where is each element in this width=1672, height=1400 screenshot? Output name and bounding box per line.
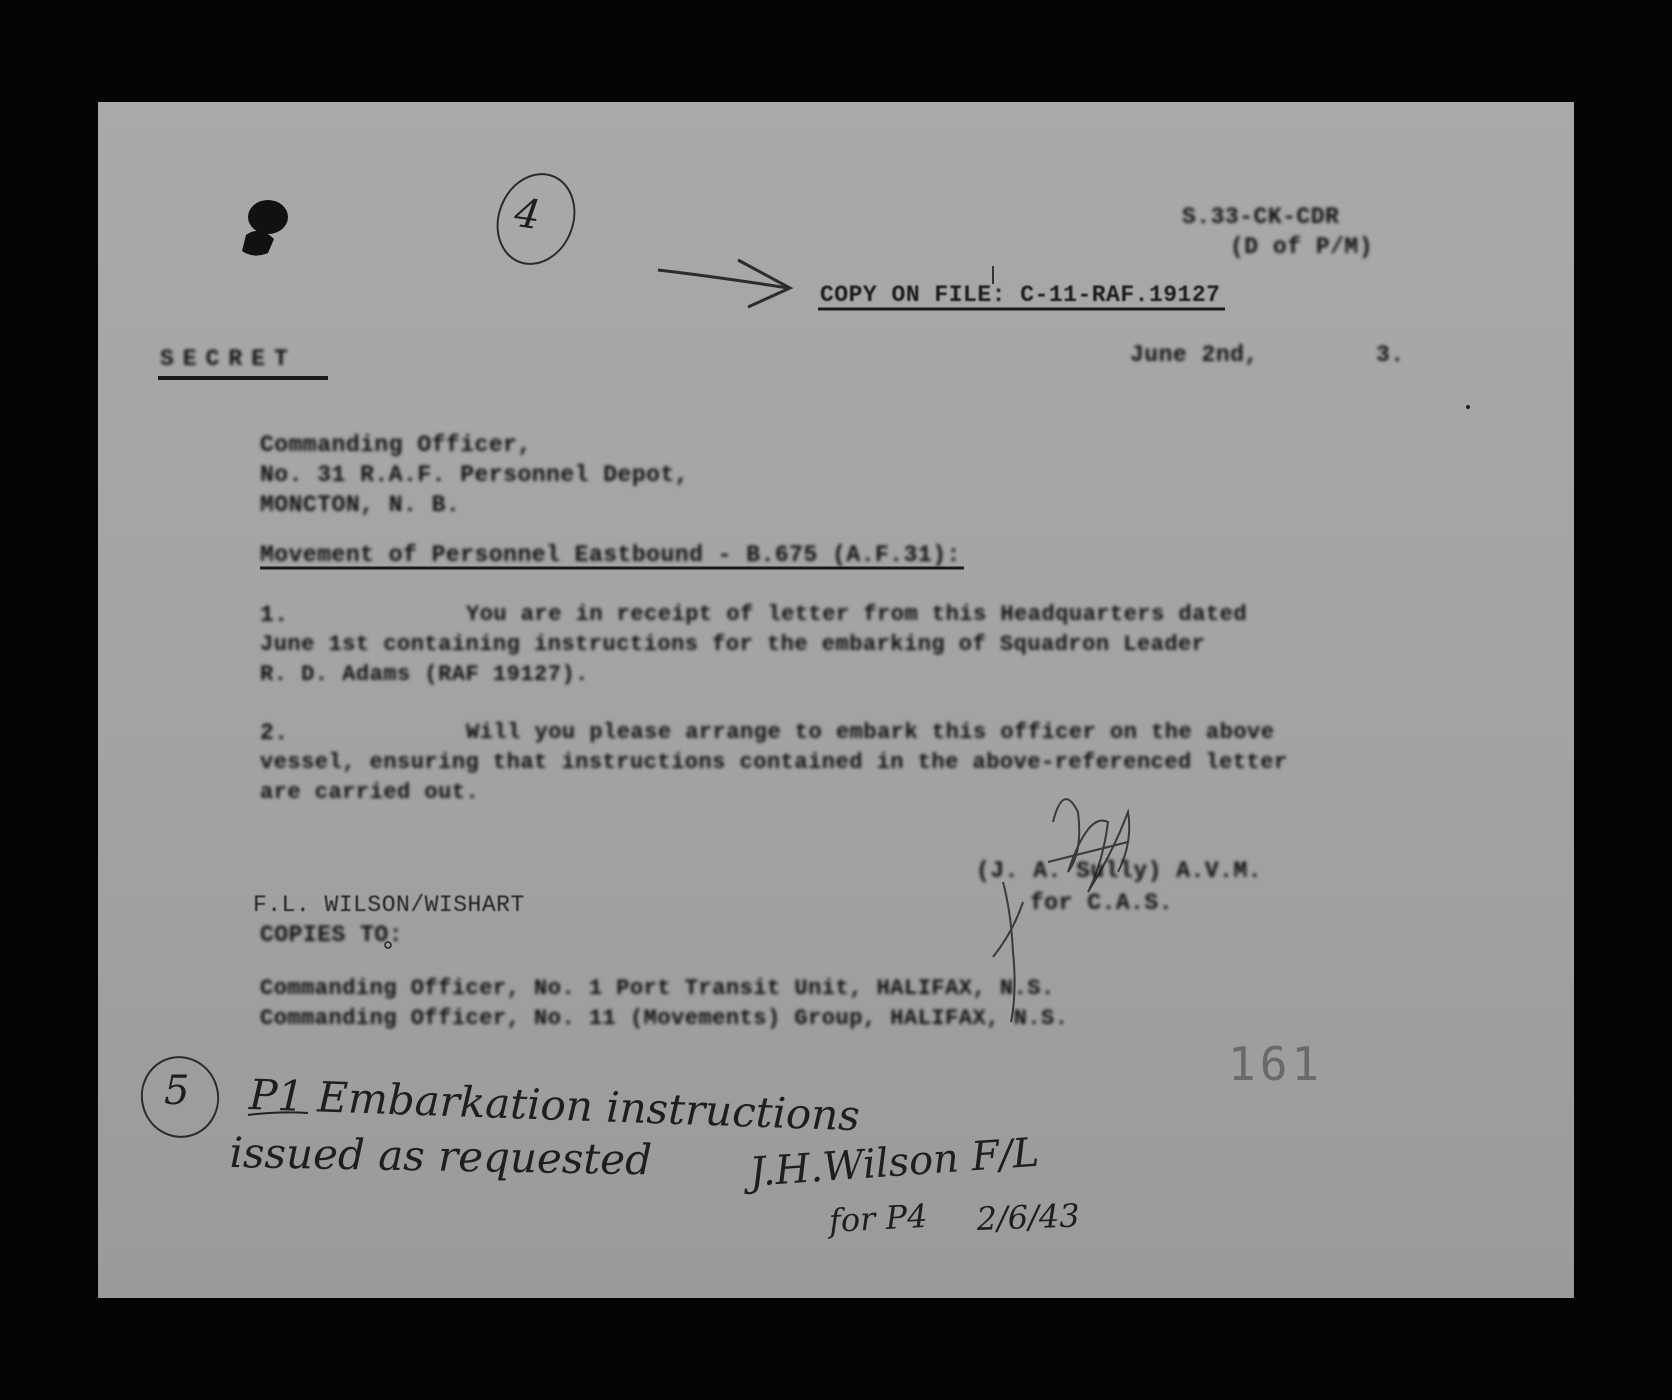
paragraph-line: are carried out.: [260, 780, 480, 805]
signatory-for: for C.A.S.: [1030, 890, 1174, 916]
handwritten-note-line2: issued as requested: [229, 1128, 653, 1185]
signatory-name: (J. A. Sully) A.V.M.: [976, 858, 1263, 884]
handwritten-signature: J.H.Wilson F/L: [748, 1129, 1041, 1196]
paragraph-line: vessel, ensuring that instructions contained in the above-referenced letter: [260, 750, 1288, 775]
letter-date-year: 3.: [1376, 342, 1405, 368]
handwritten-date: 2/6/43: [976, 1196, 1081, 1238]
copy-recipient: Commanding Officer, No. 11 (Movements) Group, HALIFAX, N.S.: [260, 1006, 1069, 1031]
subject-line: Movement of Personnel Eastbound - B.675 (A.F.31):: [260, 542, 961, 568]
address-line: No. 31 R.A.F. Personnel Depot,: [260, 462, 690, 488]
paragraph-line: You are in receipt of letter from this Headquarters dated: [466, 602, 1248, 627]
paragraph-line: Will you please arrange to embark this officer on the above: [466, 720, 1275, 745]
address-line: Commanding Officer,: [260, 432, 532, 458]
paragraph-line: R. D. Adams (RAF 19127).: [260, 662, 589, 687]
handwritten-circle-number: 5: [164, 1068, 190, 1114]
folio-number: 4: [511, 190, 544, 240]
paragraph-line: June 1st containing instructions for the embarking of Squadron Leader: [260, 632, 1206, 657]
classification-label: SECRET: [160, 346, 297, 372]
letter-date: June 2nd,: [1130, 342, 1259, 368]
handwritten-note-line1: P1 Embarkation instructions: [248, 1070, 861, 1141]
page-number-stamp: 161: [1228, 1037, 1324, 1091]
file-reference: S.33-CK-CDR: [1182, 204, 1340, 230]
arrow-icon: [658, 260, 790, 307]
copy-recipient: Commanding Officer, No. 1 Port Transit Unit, HALIFAX, N.S.: [260, 976, 1055, 1001]
document-page: [98, 102, 1574, 1298]
paragraph-number: 1.: [260, 602, 289, 628]
ink-blot: [242, 200, 288, 256]
originator: F.L. WILSON/WISHART: [253, 892, 525, 918]
address-line: MONCTON, N. B.: [260, 492, 461, 518]
handwritten-for-line: for P4: [828, 1196, 929, 1240]
file-reference-sub: (D of P/M): [1230, 234, 1374, 260]
paragraph-number: 2.: [260, 720, 289, 746]
copies-label: COPIES TO:: [260, 922, 404, 948]
copy-on-file-note: COPY ON FILE: C-11-RAF.19127: [820, 282, 1221, 308]
